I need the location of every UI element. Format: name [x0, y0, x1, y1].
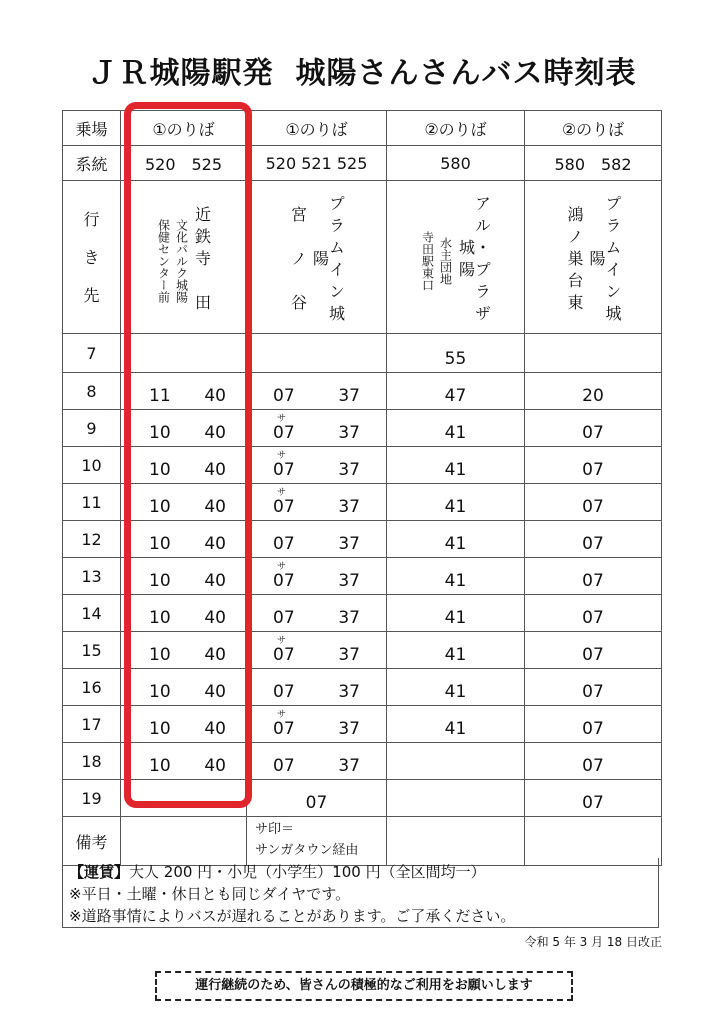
- hour-cell: 18: [63, 743, 121, 780]
- departure-time: 41: [444, 682, 467, 702]
- times-col-1: [121, 410, 247, 447]
- departure-time: 40: [204, 534, 226, 554]
- departure-time: 10: [149, 534, 171, 554]
- times-col-2: [247, 484, 387, 521]
- departure-time: 10: [149, 460, 171, 480]
- departure-time: 07: [273, 497, 295, 517]
- times-col-2: [247, 706, 387, 743]
- departure-time: 41: [444, 571, 467, 591]
- times-col-3: [387, 706, 525, 743]
- departure-time: 07: [582, 645, 604, 665]
- hour-cell: 10: [63, 447, 121, 484]
- departure-time: 07: [582, 793, 604, 813]
- times-col-1: [121, 595, 247, 632]
- hour-row: [63, 334, 662, 373]
- fare-note-1: ※平日・土曜・休日とも同じダイヤです。: [69, 885, 351, 903]
- timetable: [62, 110, 662, 866]
- row-destination: [63, 181, 662, 334]
- title-right: 城陽さんさんバス時刻表: [295, 56, 637, 91]
- times-col-3: [387, 334, 525, 373]
- destination-name: 近鉄寺 田: [192, 206, 212, 316]
- departure-time: 40: [204, 423, 226, 443]
- departure-time: 10: [149, 645, 171, 665]
- hour-row: [63, 706, 662, 743]
- departure-time: 37: [338, 608, 360, 628]
- times-col-4: [525, 780, 662, 817]
- times-col-3: [387, 410, 525, 447]
- label-destination: [63, 181, 121, 334]
- departure-time: 07: [273, 460, 295, 480]
- times-col-2: [247, 447, 387, 484]
- departure-time: 37: [338, 460, 360, 480]
- times-col-3: [387, 595, 525, 632]
- remarks-line-2: サンガタウン経由: [255, 843, 359, 858]
- route-col-1: 520 525: [121, 146, 247, 181]
- times-col-1: [121, 558, 247, 595]
- times-col-3: [387, 632, 525, 669]
- fare-info: [62, 858, 659, 928]
- times-col-3: [387, 558, 525, 595]
- times-col-2: [247, 743, 387, 780]
- hour-cell: 15: [63, 632, 121, 669]
- destination-col-4: [525, 181, 662, 334]
- departure-time: 07: [273, 682, 295, 702]
- row-route: [63, 146, 662, 181]
- times-col-4: [525, 334, 662, 373]
- hour-row: [63, 484, 662, 521]
- revision-date: 令和 5 年 3 月 18 日改正: [524, 935, 662, 949]
- destination-name: 水主団地: [438, 237, 453, 285]
- departure-time: 55: [444, 349, 467, 369]
- label-remarks: 備考: [63, 817, 121, 866]
- departure-time: 07: [582, 608, 604, 628]
- via-sangatown-mark: サ: [277, 636, 287, 646]
- destination-name: 宮 ノ 谷: [288, 206, 308, 316]
- times-col-1: [121, 484, 247, 521]
- times-col-2: [247, 521, 387, 558]
- times-col-4: [525, 521, 662, 558]
- title-left: ＪＲ城陽駅発: [87, 56, 274, 91]
- via-sangatown-mark: サ: [277, 451, 287, 461]
- destination-label-char: 行: [83, 210, 100, 229]
- notice-banner: 運行継続のため、皆さんの積極的なご利用をお願いします: [155, 971, 573, 1001]
- departure-time: 07: [582, 460, 604, 480]
- departure-time: 10: [149, 423, 171, 443]
- hour-cell: 13: [63, 558, 121, 595]
- times-col-2: [247, 669, 387, 706]
- times-col-2: [247, 373, 387, 410]
- departure-time: 07: [273, 719, 295, 739]
- departure-time: 07: [582, 719, 604, 739]
- departure-time: 41: [444, 423, 467, 443]
- departure-time: 41: [444, 645, 467, 665]
- departure-time: 07: [582, 423, 604, 443]
- fare-note-2: ※道路事情によりバスが遅れることがあります。ご了承ください。: [69, 907, 516, 925]
- hour-row: [63, 669, 662, 706]
- fare-text: 大人 200 円・小児（小学生）100 円（全区間均一）: [129, 863, 486, 881]
- destination-col-1: [121, 181, 247, 334]
- departure-time: 07: [582, 756, 604, 776]
- times-col-3: [387, 373, 525, 410]
- departure-time: 37: [338, 497, 360, 517]
- times-col-2: [247, 780, 387, 817]
- departure-time: 10: [149, 497, 171, 517]
- times-col-3: [387, 447, 525, 484]
- departure-time: 07: [582, 534, 604, 554]
- hour-row: [63, 780, 662, 817]
- destination-label-char: 先: [83, 286, 100, 305]
- stop-col-2: ①のりば: [247, 111, 387, 146]
- times-col-3: [387, 484, 525, 521]
- times-col-4: [525, 743, 662, 780]
- times-col-4: [525, 632, 662, 669]
- via-sangatown-mark: サ: [277, 414, 287, 424]
- departure-time: 40: [204, 460, 226, 480]
- destination-col-3: [387, 181, 525, 334]
- times-col-1: [121, 780, 247, 817]
- departure-time: 41: [444, 460, 467, 480]
- departure-time: 37: [338, 386, 360, 406]
- hour-cell: 14: [63, 595, 121, 632]
- hour-row: [63, 410, 662, 447]
- hour-row: [63, 373, 662, 410]
- departure-time: 37: [338, 571, 360, 591]
- times-col-1: [121, 743, 247, 780]
- departure-time: 37: [338, 423, 360, 443]
- hour-cell: 9: [63, 410, 121, 447]
- times-col-4: [525, 484, 662, 521]
- departure-time: 41: [444, 534, 467, 554]
- label-route: 系統: [63, 146, 121, 181]
- departure-time: 07: [273, 571, 295, 591]
- destination-name: アル・プラザ城陽: [456, 195, 492, 327]
- times-col-1: [121, 447, 247, 484]
- departure-time: 40: [204, 608, 226, 628]
- page-title: [0, 48, 724, 92]
- times-col-2: [247, 632, 387, 669]
- departure-time: 07: [273, 534, 295, 554]
- departure-time: 37: [338, 645, 360, 665]
- departure-time: 07: [582, 571, 604, 591]
- hour-row: [63, 595, 662, 632]
- times-col-2: [247, 334, 387, 373]
- departure-time: 20: [582, 386, 604, 406]
- departure-time: 40: [204, 719, 226, 739]
- departure-time: 07: [273, 386, 295, 406]
- hour-row: [63, 447, 662, 484]
- destination-name: 文化パルク城陽: [174, 219, 189, 303]
- label-stop: 乗場: [63, 111, 121, 146]
- departure-time: 40: [204, 497, 226, 517]
- departure-time: 40: [204, 756, 226, 776]
- times-col-3: [387, 743, 525, 780]
- times-col-2: [247, 595, 387, 632]
- via-sangatown-mark: サ: [277, 562, 287, 572]
- departure-time: 47: [444, 386, 467, 406]
- departure-time: 37: [338, 682, 360, 702]
- hour-row: [63, 558, 662, 595]
- departure-time: 07: [273, 608, 295, 628]
- departure-time: 40: [204, 571, 226, 591]
- times-col-4: [525, 595, 662, 632]
- row-stop: [63, 111, 662, 146]
- destination-name: プラムイン城陽: [310, 195, 346, 327]
- times-col-2: [247, 410, 387, 447]
- destination-name: 保健センター前: [156, 219, 171, 303]
- departure-time: 37: [338, 534, 360, 554]
- departure-time: 07: [273, 645, 295, 665]
- departure-time: 07: [273, 423, 295, 443]
- stop-col-3: ②のりば: [387, 111, 525, 146]
- hour-row: [63, 632, 662, 669]
- hour-cell: 12: [63, 521, 121, 558]
- fare-label: 【運賃】: [69, 863, 130, 881]
- destination-name: 寺田駅東口: [420, 231, 435, 291]
- departure-time: 10: [149, 608, 171, 628]
- departure-time: 40: [204, 682, 226, 702]
- departure-time: 40: [204, 645, 226, 665]
- departure-time: 07: [305, 793, 328, 813]
- stop-col-1: ①のりば: [121, 111, 247, 146]
- route-col-2: 520 521 525: [247, 146, 387, 181]
- destination-name: 鴻ノ巣台東: [565, 206, 584, 316]
- hour-cell: 11: [63, 484, 121, 521]
- via-sangatown-mark: サ: [277, 710, 287, 720]
- times-col-1: [121, 521, 247, 558]
- stop-col-4: ②のりば: [525, 111, 662, 146]
- times-col-4: [525, 447, 662, 484]
- hour-cell: 19: [63, 780, 121, 817]
- departure-time: 41: [444, 497, 467, 517]
- times-col-4: [525, 669, 662, 706]
- departure-time: 41: [444, 608, 467, 628]
- departure-time: 07: [273, 756, 295, 776]
- times-col-1: [121, 669, 247, 706]
- departure-time: 07: [582, 682, 604, 702]
- via-sangatown-mark: サ: [277, 488, 287, 498]
- departure-time: 37: [338, 756, 360, 776]
- times-col-3: [387, 669, 525, 706]
- departure-time: 11: [149, 386, 171, 406]
- departure-time: 41: [444, 719, 467, 739]
- departure-time: 07: [582, 497, 604, 517]
- times-col-4: [525, 410, 662, 447]
- times-col-3: [387, 780, 525, 817]
- times-col-4: [525, 373, 662, 410]
- departure-time: 10: [149, 682, 171, 702]
- departure-time: 37: [338, 719, 360, 739]
- route-col-3: 580: [387, 146, 525, 181]
- times-col-1: [121, 632, 247, 669]
- hour-row: [63, 743, 662, 780]
- remarks-line-1: サ印＝: [255, 822, 295, 837]
- hour-cell: 17: [63, 706, 121, 743]
- times-col-4: [525, 706, 662, 743]
- destination-label-char: き: [83, 248, 100, 267]
- times-col-1: [121, 373, 247, 410]
- times-col-2: [247, 558, 387, 595]
- departure-time: 10: [149, 571, 171, 591]
- destination-col-2: [247, 181, 387, 334]
- times-col-1: [121, 334, 247, 373]
- destination-name: プラムイン城陽: [587, 195, 622, 327]
- departure-time: 10: [149, 719, 171, 739]
- times-col-3: [387, 521, 525, 558]
- hour-cell: 7: [63, 334, 121, 373]
- departure-time: 40: [204, 386, 226, 406]
- hour-cell: 16: [63, 669, 121, 706]
- route-col-4: 580 582: [525, 146, 662, 181]
- hour-row: [63, 521, 662, 558]
- hour-cell: 8: [63, 373, 121, 410]
- departure-time: 10: [149, 756, 171, 776]
- times-col-4: [525, 558, 662, 595]
- times-col-1: [121, 706, 247, 743]
